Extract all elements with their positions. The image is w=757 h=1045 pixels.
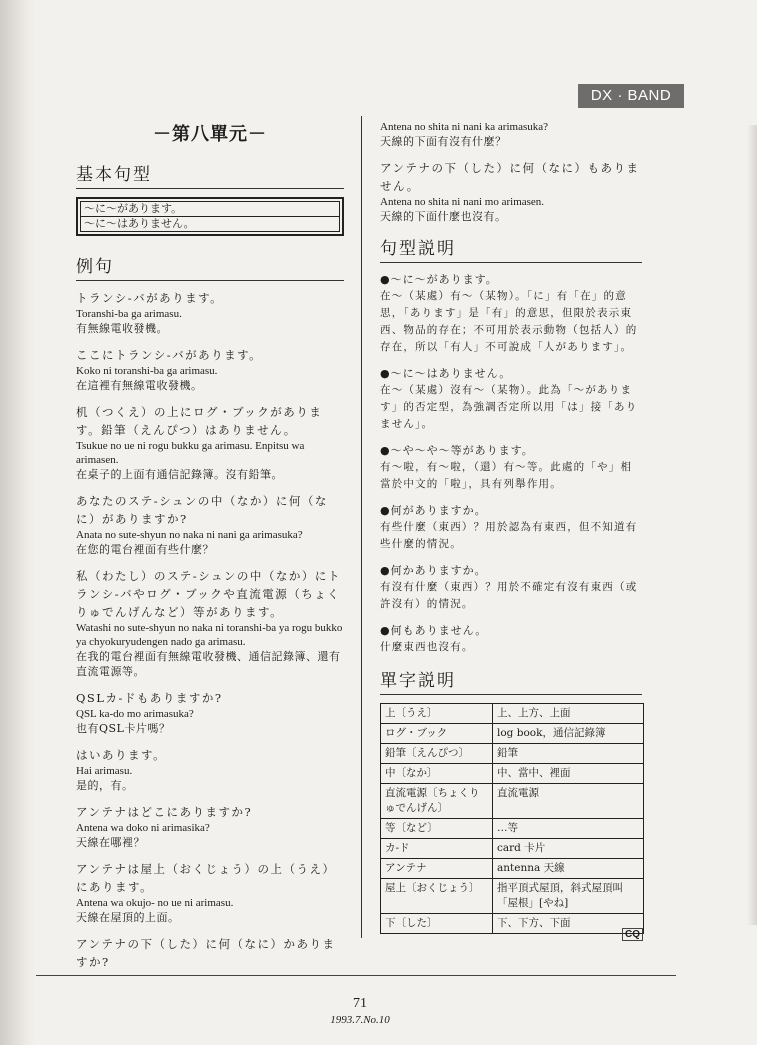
example-item	[76, 492, 344, 557]
footer-rule	[36, 975, 676, 976]
examples-heading: 例句	[76, 252, 344, 281]
explanation-text: 什麼東西也沒有。	[380, 641, 474, 653]
explanation-item	[380, 562, 642, 613]
vocab-row	[381, 914, 644, 934]
explanation-pattern: ●何もありません。	[380, 624, 488, 637]
vocab-word: アンテナ	[381, 859, 493, 879]
explanation-heading: 句型説明	[380, 234, 642, 263]
example-romaji: Anata no sute-shyun no naka ni nani ga arimasuka?	[76, 529, 303, 541]
example-japanese: アンテナの下（した）に何（なに）かありますか?	[76, 937, 336, 969]
example-item	[76, 689, 344, 736]
example-japanese: アンテナは屋上（おくじょう）の上（うえ）にあります。	[76, 862, 336, 894]
unit-title: －第八單元－	[153, 124, 267, 145]
example-chinese: 天線在屋頂的上面。	[76, 911, 180, 924]
vocab-row	[381, 724, 644, 744]
section-band: DX · BAND	[578, 84, 684, 108]
vocab-meaning: 上、上方、上面	[493, 704, 644, 724]
explanation-list	[380, 271, 642, 656]
example-item	[76, 403, 344, 482]
left-column	[76, 120, 344, 981]
example-chinese: 在我的電台裡面有無線電收發機、通信記錄簿、還有直流電源等。	[76, 650, 341, 678]
pattern-line: ～に～はありません。	[80, 217, 340, 232]
example-chinese: 是的，有。	[76, 779, 134, 792]
vocab-meaning: 中、當中、裡面	[493, 764, 644, 784]
vocab-word: 直流電源〔ちょくりゅでんげん〕	[381, 784, 493, 819]
example-chinese: 也有QSL卡片嗎？	[76, 722, 171, 735]
vocab-meaning: antenna 天線	[493, 859, 644, 879]
vocab-row	[381, 704, 644, 724]
explanation-item	[380, 365, 642, 433]
example-item	[380, 120, 642, 149]
example-japanese: アンテナはどこにありますか?	[76, 805, 253, 819]
example-item	[76, 746, 344, 793]
cq-logo: CQ	[622, 928, 643, 941]
vocab-meaning: 下、下方、下面	[493, 914, 644, 934]
example-chinese: 有無線電收發機。	[76, 322, 168, 335]
example-chinese: 天線的下面有沒有什麼？	[380, 135, 507, 148]
example-japanese: 机（つくえ）の上にログ・ブックがあります。鉛筆（えんぴつ）はありません。	[76, 405, 323, 437]
vocab-row	[381, 764, 644, 784]
example-japanese: トランシ-バがあります。	[76, 291, 224, 305]
example-item	[76, 567, 344, 679]
column-divider	[361, 116, 362, 938]
explanation-text: 在～（某處）有～（某物）。「に」有「在」的意思，「あります」是「有」的意思，但限於表示東西、物品的存在；不可用於表示動物（包括人）的存在，所以「有人」不可說成「人があります」。	[380, 290, 638, 353]
example-chinese: 天線的下面什麼也沒有。	[380, 210, 507, 223]
example-chinese: 在這裡有無線電收發機。	[76, 379, 203, 392]
example-item	[76, 346, 344, 393]
vocab-meaning: …等	[493, 819, 644, 839]
page-number: 71	[353, 996, 367, 1011]
explanation-text: 有些什麼（東西）？用於認為有東西，但不知道有些什麼的情況。	[380, 521, 638, 550]
vocab-row	[381, 839, 644, 859]
example-romaji: QSL ka-do mo arimasuka?	[76, 708, 194, 720]
explanation-item	[380, 502, 642, 553]
explanation-pattern: ●何かありますか。	[380, 564, 487, 577]
example-japanese: 私（わたし）のステ-シュンの中（なか）にトランシ-バやログ・ブックや直流電源（ちょくりゅでんげんなど）等があります。	[76, 569, 341, 619]
vocab-meaning: card 卡片	[493, 839, 644, 859]
example-japanese: アンテナの下（した）に何（なに）もありません。	[380, 161, 640, 193]
vocab-row	[381, 819, 644, 839]
explanation-item	[380, 442, 642, 493]
example-romaji: Tsukue no ue ni rogu bukku ga arimasu. Enpitsu wa arimasen.	[76, 440, 305, 466]
example-romaji: Antena no shita ni nani mo arimasen.	[380, 196, 545, 208]
example-item	[76, 803, 344, 850]
pattern-box	[76, 197, 344, 236]
example-item	[380, 159, 642, 224]
vocab-word: 下〔した〕	[381, 914, 493, 934]
basic-patterns-heading: 基本句型	[76, 160, 344, 189]
explanation-pattern: ●～に～はありません。	[380, 367, 512, 380]
example-romaji: Hai arimasu.	[76, 765, 133, 777]
example-romaji: Antena wa doko ni arimasika?	[76, 822, 210, 834]
vocab-row	[381, 784, 644, 819]
example-chinese: 在桌子的上面有通信記錄簿。沒有鉛筆。	[76, 468, 283, 481]
vocab-word: ログ・ブック	[381, 724, 493, 744]
next-page-edge	[747, 125, 757, 925]
example-japanese: あなたのステ-シュンの中（なか）に何（なに）がありますか?	[76, 494, 328, 526]
vocab-word: カ-ド	[381, 839, 493, 859]
issue-label: 1993.7.No.10	[330, 1014, 390, 1026]
example-item	[76, 289, 344, 336]
example-romaji: Toranshi-ba ga arimasu.	[76, 308, 182, 320]
vocab-row	[381, 859, 644, 879]
pattern-line: ～に～があります。	[80, 201, 340, 217]
vocab-meaning: 直流電源	[493, 784, 644, 819]
binding-shadow	[0, 0, 36, 1045]
example-romaji: Antena wa okujo- no ue ni arimasu.	[76, 897, 234, 909]
vocabulary-heading: 單字説明	[380, 666, 642, 695]
vocab-meaning: 指平頂式屋頂，斜式屋頂叫「屋根」[やね]	[493, 879, 644, 914]
explanation-item	[380, 622, 642, 656]
explanation-pattern: ●～に～があります。	[380, 273, 498, 286]
vocab-meaning: log book，通信記錄簿	[493, 724, 644, 744]
vocab-row	[381, 744, 644, 764]
example-item	[76, 860, 344, 925]
explanation-pattern: ●～や～や～等があります。	[380, 444, 534, 457]
example-romaji: Koko ni toranshi-ba ga arimasu.	[76, 365, 218, 377]
example-list	[76, 289, 344, 971]
example-japanese: ここにトランシ-バがあります。	[76, 348, 263, 362]
vocab-word: 鉛筆〔えんぴつ〕	[381, 744, 493, 764]
example-item	[76, 935, 344, 971]
vocab-word: 上〔うえ〕	[381, 704, 493, 724]
vocab-word: 等〔など〕	[381, 819, 493, 839]
example-chinese: 在您的電台裡面有些什麼？	[76, 543, 214, 556]
right-column	[380, 120, 642, 934]
example-romaji: Watashi no sute-shyun no naka ni toranshi-ba ya rogu bukko ya chyokuryudengen nado ga arimasu.	[76, 622, 343, 648]
vocabulary-table	[380, 703, 644, 934]
vocab-word: 屋上〔おくじょう〕	[381, 879, 493, 914]
example-romaji: Antena no shita ni nani ka arimasuka?	[380, 121, 549, 133]
explanation-text: 有沒有什麼（東西）？用於不確定有沒有東西（或許沒有）的情況。	[380, 581, 638, 610]
example-japanese: はいあります。	[76, 748, 167, 762]
vocab-row	[381, 879, 644, 914]
explanation-item	[380, 271, 642, 356]
explanation-pattern: ●何がありますか。	[380, 504, 487, 517]
explanation-text: 在～（某處）沒有～（某物）。此為「～があります」的否定型，為強調否定所以用「は」接「ありません」。	[380, 384, 638, 430]
example-japanese: QSLカ-ドもありますか?	[76, 691, 223, 705]
explanation-text: 有～啦，有～啦，（還）有～等。此處的「や」相當於中文的「啦」，具有列舉作用。	[380, 461, 633, 490]
example-chinese: 天線在哪裡？	[76, 836, 145, 849]
vocab-word: 中〔なか〕	[381, 764, 493, 784]
example-list-continued	[380, 120, 642, 224]
vocab-meaning: 鉛筆	[493, 744, 644, 764]
